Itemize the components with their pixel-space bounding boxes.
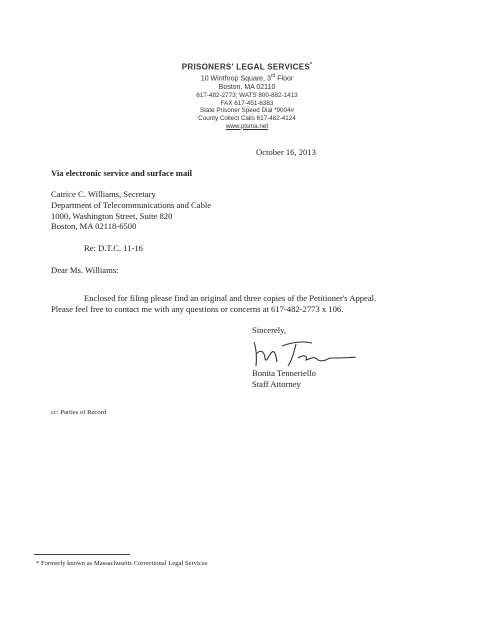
recipient-address (51, 189, 211, 232)
footnote: * Formerly known as Massachusetts Correctional Legal Services (36, 560, 208, 567)
phone-line: 617-482-2773; WATS 800-882-1413 (196, 92, 298, 100)
organization-name: PRISONERS' LEGAL SERVICES* (181, 62, 313, 72)
collect-calls-line: County Collect Calls 617-482-4124 (198, 114, 296, 122)
delivery-method: Via electronic service and surface mail (51, 168, 193, 178)
body-line: Enclosed for filing please find an original and three copies of the Petitioner's Appeal. (84, 293, 377, 303)
address-line-1: 10 Winthrop Square, 3rd Floor (200, 72, 294, 82)
recipient-line: Boston, MA 02118-6500 (51, 221, 137, 232)
salutation: Dear Ms. Williams: (51, 265, 119, 275)
recipient-line: Catrice C. Williams, Secretary (51, 189, 156, 199)
signature-icon (248, 336, 358, 372)
closing: Sincerely, (252, 325, 287, 335)
signer-title: Staff Attorney (252, 379, 301, 389)
website-link[interactable]: www.plsma.net (225, 122, 269, 130)
recipient-line: Department of Telecommunications and Cable (51, 199, 212, 210)
fax-line: FAX 617-451-6383 (220, 99, 274, 107)
signer-name: Bonita Tenneriello (252, 368, 316, 378)
recipient-line: 1000, Washington Street, Suite 820 (51, 210, 173, 221)
letterhead (0, 62, 494, 130)
footnote-divider (34, 554, 130, 555)
letter-date: October 16, 2013 (256, 147, 316, 157)
speed-dial-line: State Prisoner Speed Dial *9004# (199, 107, 295, 115)
body-line: Please feel free to contact me with any questions or concerns at 617-482-2773 x 106. (51, 304, 344, 314)
address-line-2: Boston, MA 02110 (218, 83, 276, 91)
cc-line: cc: Parties of Record (51, 409, 107, 416)
reference-line: Re: D.T.C. 11-16 (84, 243, 143, 253)
